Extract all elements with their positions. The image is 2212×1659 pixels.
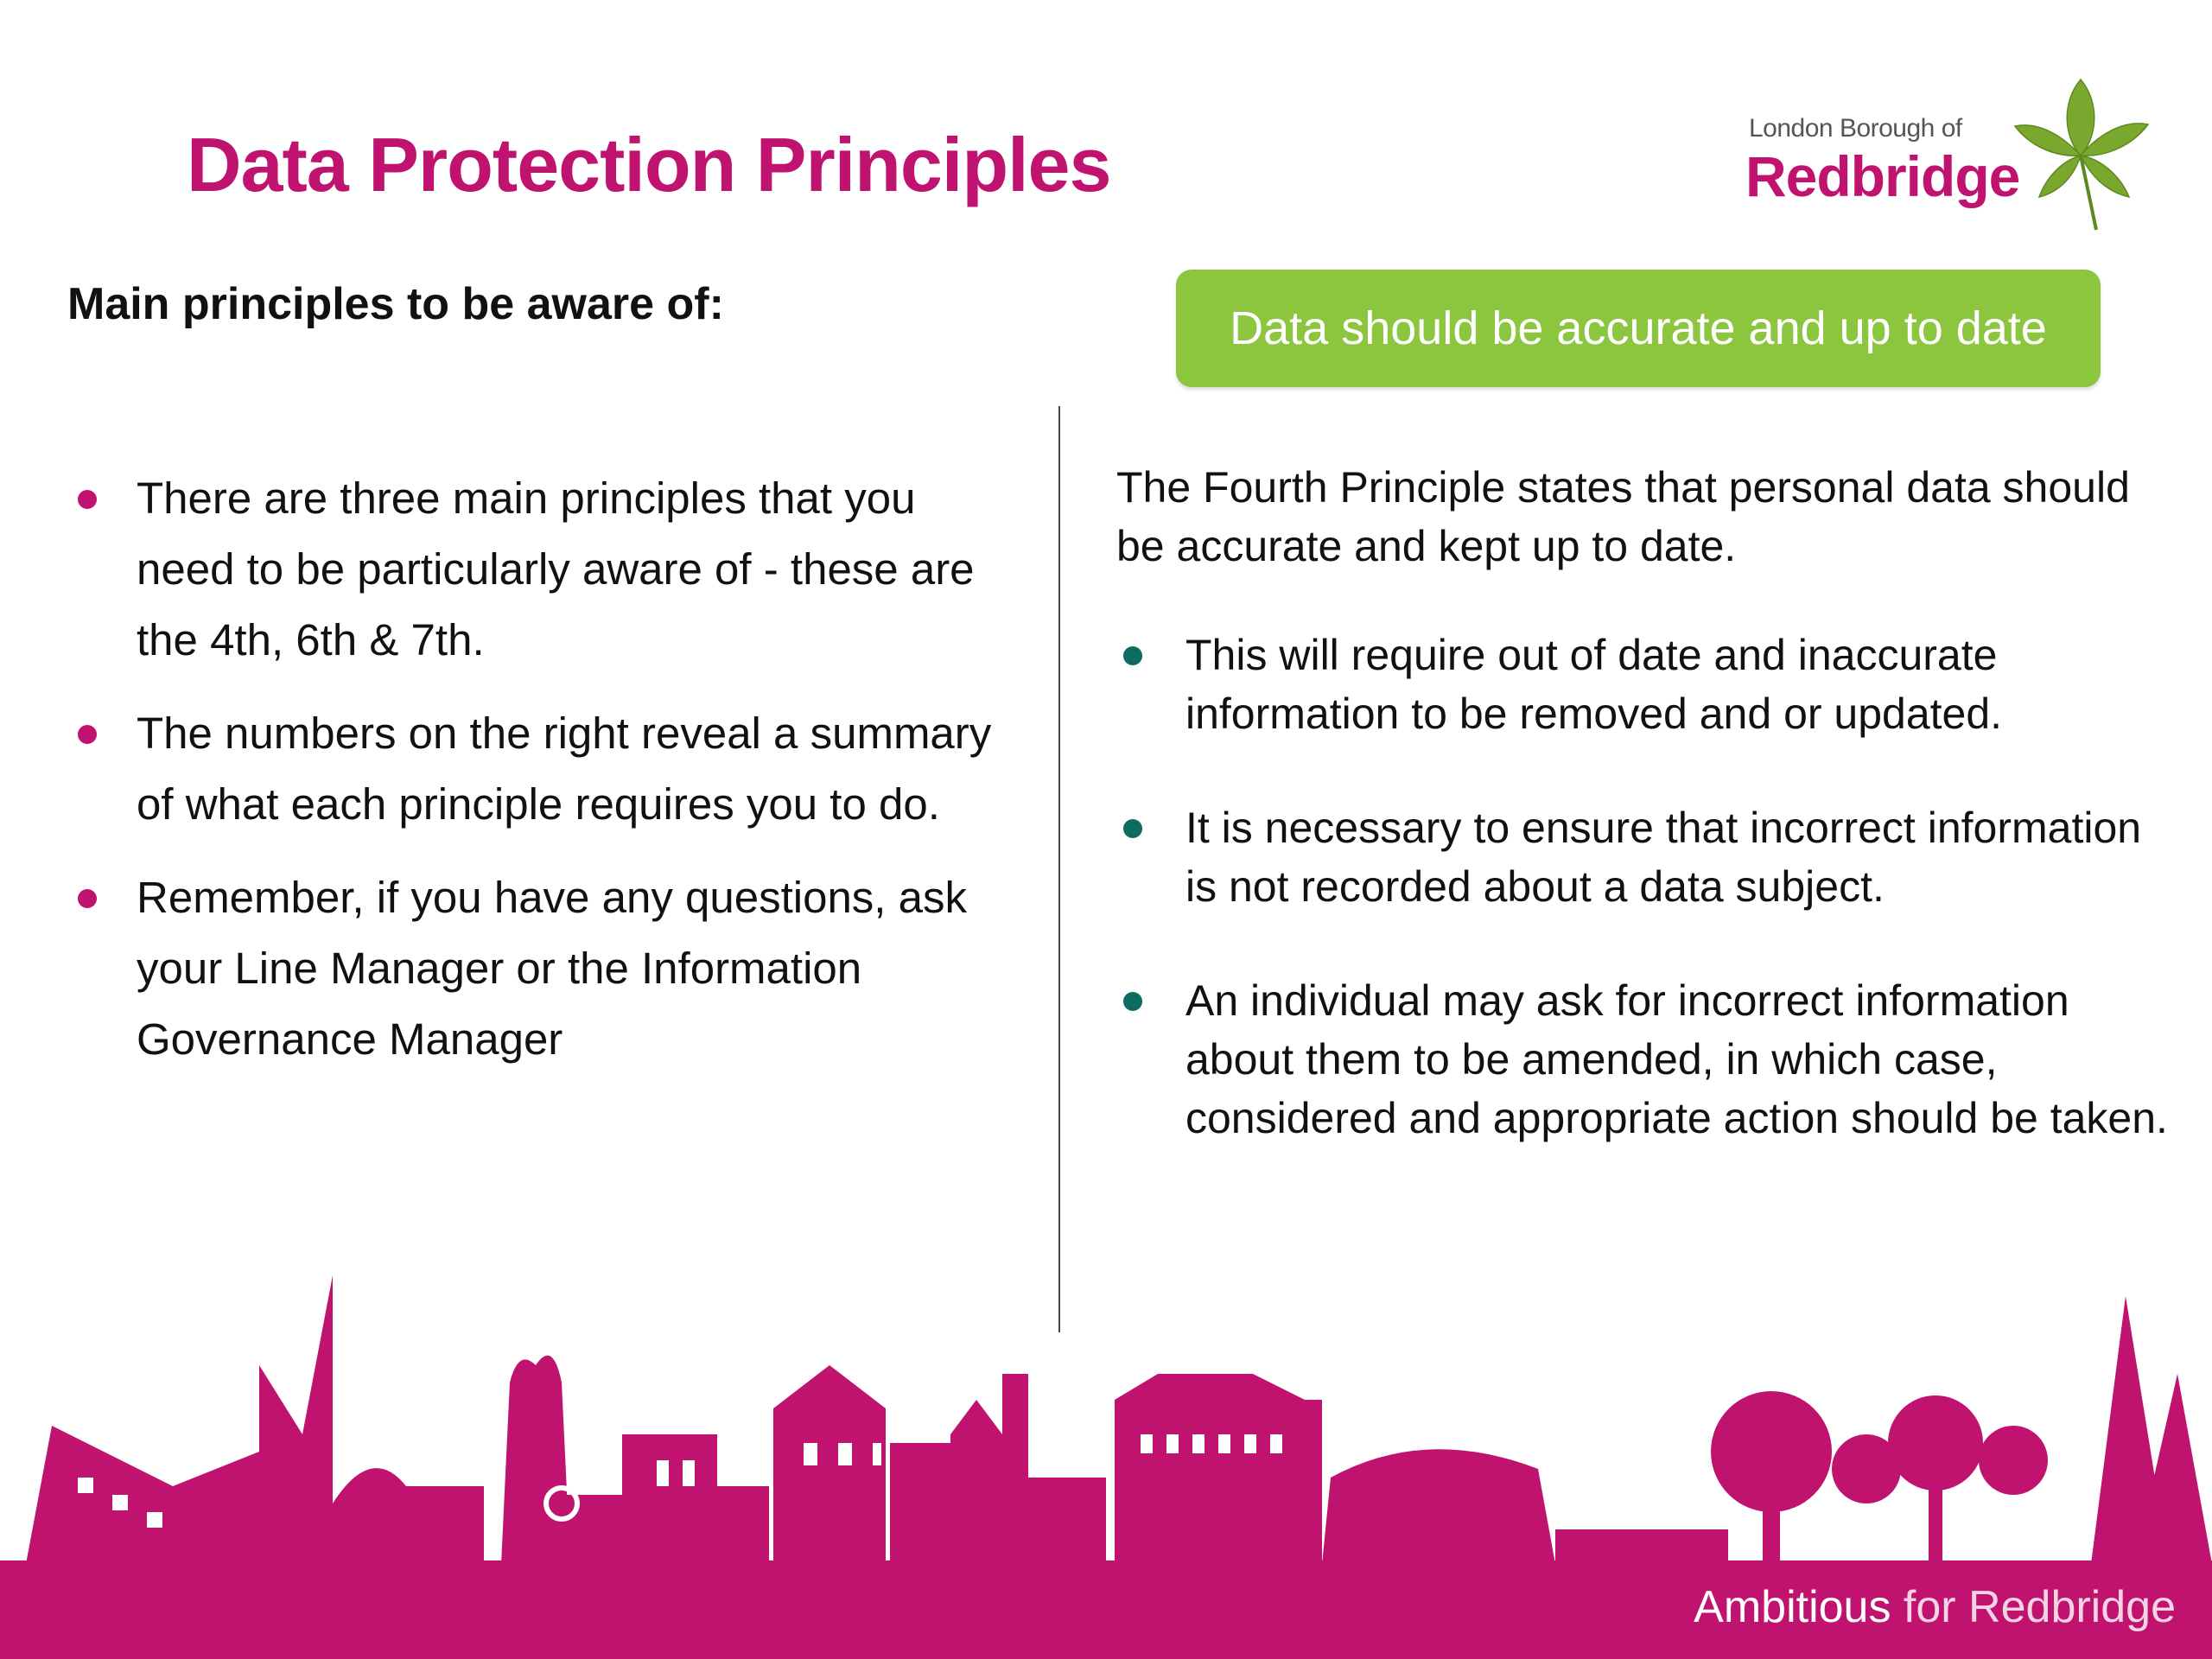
right-bullet-list bbox=[1116, 626, 2179, 1203]
left-heading: Main principles to be aware of: bbox=[67, 279, 724, 329]
list-item bbox=[67, 698, 1001, 840]
principle-intro: The Fourth Principle states that personal data should be accurate and kept up to date. bbox=[1116, 463, 2130, 570]
list-item-text: Remember, if you have any questions, ask your Line Manager or the Information Governance Manager bbox=[137, 873, 968, 1064]
tagline-strong: Ambitious bbox=[1694, 1582, 1891, 1632]
slide-title: Data Protection Principles bbox=[187, 122, 1111, 207]
list-item bbox=[67, 463, 1001, 676]
bullet-dot-icon bbox=[78, 490, 97, 509]
redbridge-logo bbox=[1744, 76, 2141, 232]
list-item-text: The numbers on the right reveal a summary of what each principle requires you to do. bbox=[137, 709, 992, 829]
list-item-text: This will require out of date and inaccurate information to be removed and or updated. bbox=[1185, 631, 2003, 738]
principle-banner-text: Data should be accurate and up to date bbox=[1230, 302, 2047, 354]
bullet-dot-icon bbox=[1123, 819, 1142, 838]
list-item bbox=[67, 862, 1001, 1075]
list-item bbox=[1116, 798, 2179, 916]
list-item bbox=[1116, 626, 2179, 743]
logo-top-line: London Borough of bbox=[1749, 114, 1962, 143]
bullet-dot-icon bbox=[1123, 646, 1142, 665]
left-bullet-list bbox=[67, 463, 1001, 1097]
list-item-text: An individual may ask for incorrect information about them to be amended, in which case, considered and appropriate action should be taken. bbox=[1185, 976, 2168, 1142]
footer-tagline bbox=[1694, 1581, 2176, 1633]
bullet-dot-icon bbox=[78, 889, 97, 908]
list-item bbox=[1116, 971, 2179, 1147]
list-item-text: It is necessary to ensure that incorrect information is not recorded about a data subject. bbox=[1185, 804, 2142, 911]
chestnut-leaf-icon bbox=[2012, 76, 2150, 232]
column-divider bbox=[1058, 406, 1060, 1332]
tagline-rest: for Redbridge bbox=[1903, 1582, 2176, 1632]
list-item-text: There are three main principles that you need to be particularly aware of - these are the 4th, 6th & 7th. bbox=[137, 474, 975, 664]
principle-banner bbox=[1176, 270, 2101, 387]
bullet-dot-icon bbox=[78, 725, 97, 744]
logo-main-text: Redbridge bbox=[1745, 144, 2020, 208]
city-skyline-illustration bbox=[0, 1270, 2212, 1564]
bullet-dot-icon bbox=[1123, 992, 1142, 1011]
